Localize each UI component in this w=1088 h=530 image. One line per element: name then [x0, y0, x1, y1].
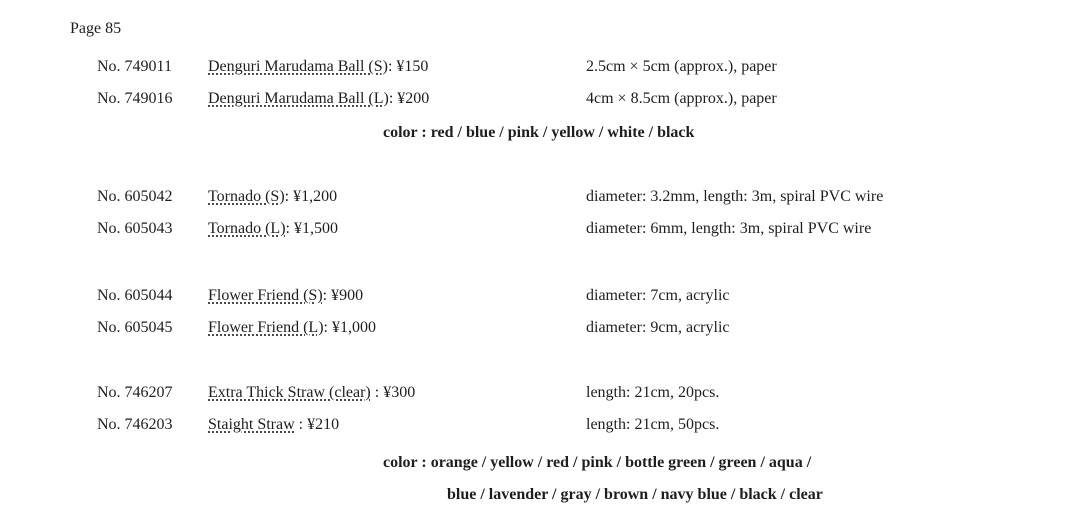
product-name	[208, 188, 337, 206]
product-title: Extra Thick Straw (clear)	[208, 384, 371, 401]
product-name	[208, 58, 428, 76]
product-title: Staight Straw	[208, 416, 295, 433]
product-name	[208, 384, 415, 402]
product-price: : ¥300	[370, 384, 416, 401]
product-title: Denguri Marudama Ball (S)	[208, 58, 388, 75]
product-price: : ¥1,000	[323, 319, 376, 336]
product-description: length: 21cm, 20pcs.	[586, 384, 720, 401]
product-description: length: 21cm, 50pcs.	[586, 416, 720, 433]
product-description: diameter: 3.2mm, length: 3m, spiral PVC wire	[586, 188, 884, 205]
product-title: Flower Friend (S)	[208, 287, 323, 304]
color-options: color : orange / yellow / red / pink / bottle green / green / aqua /	[383, 454, 812, 471]
product-name	[208, 220, 338, 238]
product-title: Denguri Marudama Ball (L)	[208, 90, 389, 107]
product-price: : ¥900	[322, 287, 364, 304]
product-description: diameter: 6mm, length: 3m, spiral PVC wire	[586, 220, 872, 237]
product-description: 4cm × 8.5cm (approx.), paper	[586, 90, 777, 107]
product-description: diameter: 9cm, acrylic	[586, 319, 730, 336]
product-name	[208, 287, 363, 305]
product-title: Tornado (L)	[208, 220, 286, 237]
product-number: No. 749016	[97, 90, 173, 107]
color-options: color : red / blue / pink / yellow / white / black	[383, 124, 695, 141]
product-title: Tornado (S)	[208, 188, 285, 205]
product-price: : ¥210	[294, 416, 340, 433]
color-options-continued: blue / lavender / gray / brown / navy blue / black / clear	[447, 486, 823, 503]
product-description: 2.5cm × 5cm (approx.), paper	[586, 58, 777, 75]
product-number: No. 746207	[97, 384, 173, 401]
product-number: No. 749011	[97, 58, 172, 75]
product-price: : ¥1,200	[284, 188, 338, 205]
product-name	[208, 416, 339, 434]
product-description: diameter: 7cm, acrylic	[586, 287, 730, 304]
product-number: No. 605043	[97, 220, 173, 237]
product-price: : ¥200	[388, 90, 430, 107]
product-number: No. 746203	[97, 416, 173, 433]
product-name	[208, 319, 376, 337]
product-number: No. 605042	[97, 188, 173, 205]
page-number: Page 85	[70, 20, 122, 37]
product-price: : ¥150	[387, 58, 429, 75]
product-number: No. 605044	[97, 287, 173, 304]
product-title: Flower Friend (L)	[208, 319, 324, 336]
product-name	[208, 90, 429, 108]
product-price: : ¥1,500	[285, 220, 338, 237]
product-number: No. 605045	[97, 319, 173, 336]
